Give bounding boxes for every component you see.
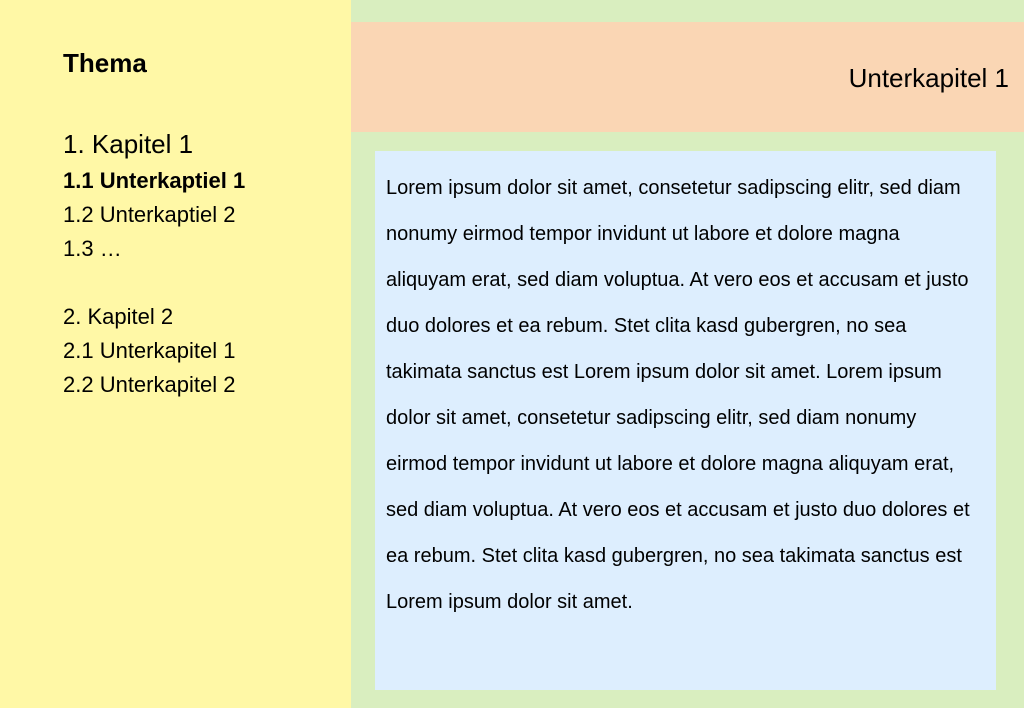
page-title: Unterkapitel 1 — [848, 63, 1009, 93]
sidebar-title: Thema — [63, 48, 147, 78]
toc-item-section-2-1[interactable]: 2.1 Unterkapitel 1 — [63, 338, 236, 363]
toc-item-section-2-2[interactable]: 2.2 Unterkapitel 2 — [63, 372, 236, 397]
content-box — [375, 151, 996, 690]
sidebar — [0, 0, 351, 708]
toc-item-section-1-2[interactable]: 1.2 Unterkaptiel 2 — [63, 202, 236, 227]
content-text: Lorem ipsum dolor sit amet, consetetur sadipscing elitr, sed diam nonumy eirmod tempor invidunt ut labore et dolore magna aliquyam erat, sed diam voluptua. At vero eos et accusam et justo duo dolores et ea rebum. Stet clita kasd gubergren, no sea takimata sanctus est Lorem ipsum dolor sit amet. Lorem ipsum dolor sit amet, consetetur sadipscing elitr, sed diam nonumy eirmod tempor invidunt ut labore et dolore magna aliquyam erat, sed diam voluptua. At vero eos et accusam et justo duo dolores et ea rebum. Stet clita kasd gubergren, no sea takimata sanctus est Lorem ipsum dolor sit amet. — [386, 177, 970, 613]
toc-item-section-1-1[interactable]: 1.1 Unterkaptiel 1 — [63, 168, 246, 193]
toc-item-section-1-3[interactable]: 1.3 … — [63, 236, 122, 261]
toc-item-chapter-1[interactable]: 1. Kapitel 1 — [63, 129, 194, 159]
toc-item-chapter-2[interactable]: 2. Kapitel 2 — [63, 304, 174, 329]
header-band — [351, 22, 1024, 132]
